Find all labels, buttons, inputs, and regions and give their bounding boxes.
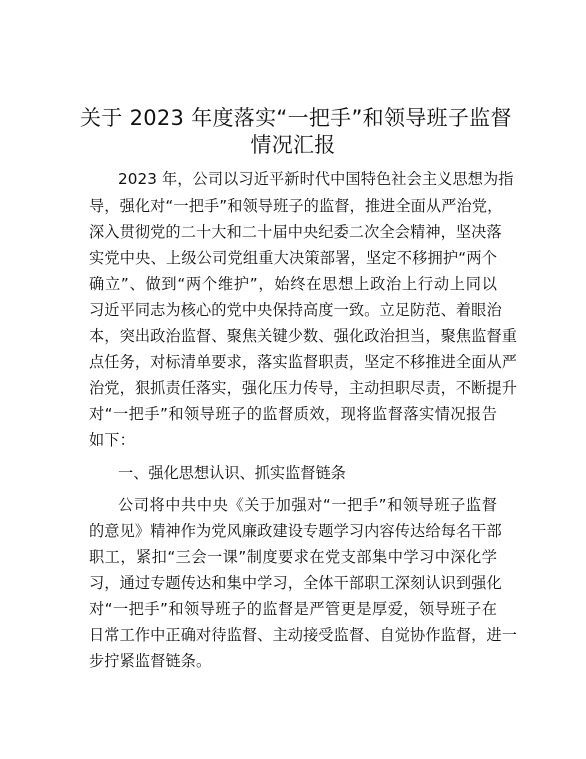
paragraph-1-line-8: 点任务，对标清单要求，落实监督职责，坚定不移推进全面从严 [89,353,518,371]
paragraph-1-line-1: 2023 年，公司以习近平新时代中国特色社会主义思想为指 [118,170,514,188]
paragraph-2-line-2: 的意见》精神作为党风廉政建设专题学习内容传达给每名干部 [89,522,502,540]
paragraph-1-line-5: 确立”、做到“两个维护”，始终在思想上政治上行动上同以 [89,275,497,293]
paragraph-2-line-6: 日常工作中正确对待监督、主动接受监督、自觉协作监督，进一 [89,626,518,644]
document-title-line-1: 关于 2023 年度落实“一把手”和领导班子监督 [80,106,512,130]
paragraph-2-line-7: 步拧紧监督链条。 [89,652,212,670]
paragraph-2-line-3: 职工，紧扣“三会一课”制度要求在党支部集中学习中深化学 [89,548,497,566]
paragraph-2-line-5: 对“一把手”和领导班子的监督是严管更是厚爱，领导班子在 [89,600,497,618]
paragraph-1-line-6: 习近平同志为核心的党中央保持高度一致。立足防范、着眼治 [89,301,502,319]
section-heading-1: 一、强化思想认识、抓实监督链条 [118,464,346,482]
paragraph-1-line-3: 深入贯彻党的二十大和二十届中央纪委二次全会精神，坚决落 [89,223,502,241]
paragraph-1-line-11: 如下： [89,431,135,449]
paragraph-1-line-4: 实党中央、上级公司党组重大决策部署，坚定不移拥护“两个 [89,249,497,267]
paragraph-2-line-1: 公司将中共中央《关于加强对“一把手”和领导班子监督 [118,496,497,514]
paragraph-1-line-10: 对“一把手”和领导班子的监督质效，现将监督落实情况报告 [89,405,497,423]
paragraph-1-line-9: 治党，狠抓责任落实，强化压力传导，主动担职尽责，不断提升 [89,379,518,397]
paragraph-2-line-4: 习，通过专题传达和集中学习，全体干部职工深刻认识到强化 [89,574,502,592]
paragraph-1-line-2: 导，强化对“一把手”和领导班子的监督，推进全面从严治党， [89,197,503,215]
document-title-line-2: 情况汇报 [250,133,336,157]
paragraph-1-line-7: 本，突出政治监督、聚焦关键少数、强化政治担当，聚焦监督重 [89,327,518,345]
